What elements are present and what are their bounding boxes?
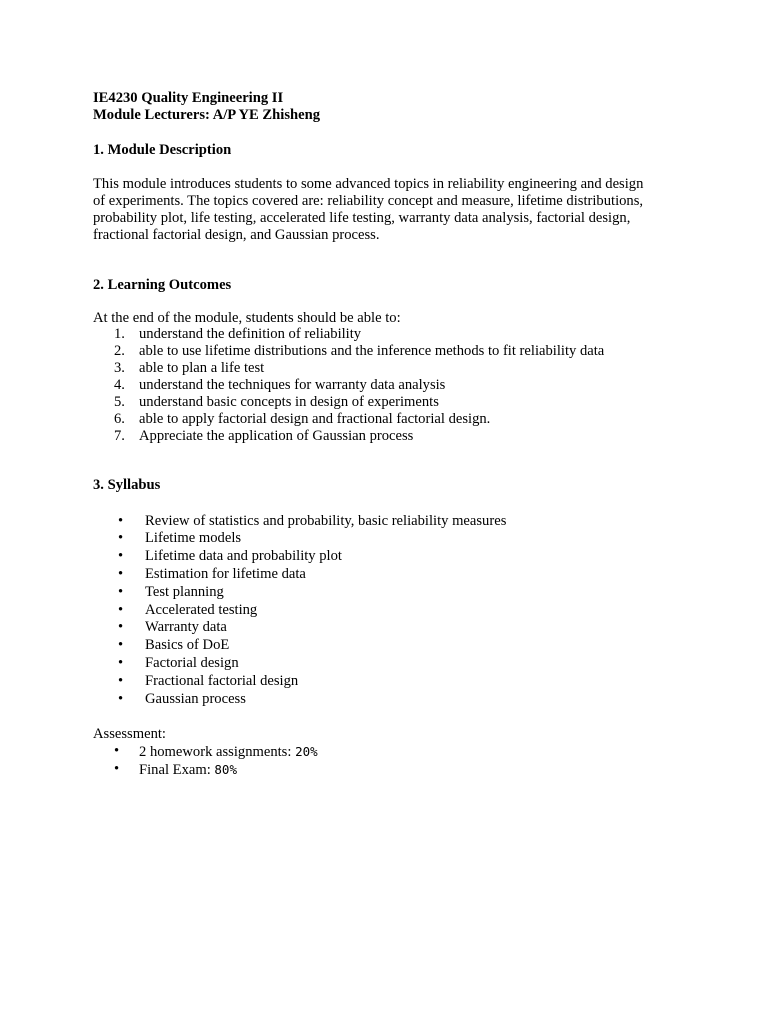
syllabus-item: Factorial design	[145, 655, 239, 671]
outcome-number: 3.	[114, 360, 125, 376]
description-line: This module introduces students to some advanced topics in reliability engineering and design	[93, 176, 644, 192]
syllabus-item: Review of statistics and probability, basic reliability measures	[145, 513, 507, 529]
outcome-number: 5.	[114, 394, 125, 410]
bullet-icon: •	[118, 655, 124, 671]
syllabus-item: Basics of DoE	[145, 637, 230, 653]
course-title: IE4230 Quality Engineering II	[93, 90, 284, 106]
assessment-weight: 20%	[295, 744, 318, 759]
outcome-text: able to apply factorial design and fractional factorial design.	[139, 411, 491, 427]
outcome-text: able to use lifetime distributions and the inference methods to fit reliability data	[139, 343, 605, 359]
bullet-icon: •	[114, 761, 120, 777]
syllabus-item: Estimation for lifetime data	[145, 566, 306, 582]
syllabus-item: Warranty data	[145, 619, 227, 635]
bullet-icon: •	[118, 619, 124, 635]
assessment-item	[139, 761, 237, 779]
outcomes-intro: At the end of the module, students should be able to:	[93, 310, 401, 326]
outcomes-heading: 2. Learning Outcomes	[93, 277, 232, 293]
bullet-icon: •	[118, 584, 124, 600]
bullet-icon: •	[114, 743, 120, 759]
assessment-heading: Assessment:	[93, 726, 166, 742]
outcome-number: 2.	[114, 343, 125, 359]
outcome-text: understand the definition of reliability	[139, 326, 362, 342]
bullet-icon: •	[118, 530, 124, 546]
outcome-text: able to plan a life test	[139, 360, 265, 376]
bullet-icon: •	[118, 691, 124, 707]
syllabus-item: Gaussian process	[145, 691, 246, 707]
outcome-number: 6.	[114, 411, 125, 427]
syllabus-item: Accelerated testing	[145, 602, 258, 618]
assessment-weight: 80%	[214, 762, 237, 777]
syllabus-item: Lifetime data and probability plot	[145, 548, 342, 564]
bullet-icon: •	[118, 513, 124, 529]
syllabus-item: Test planning	[145, 584, 224, 600]
description-heading: 1. Module Description	[93, 142, 232, 158]
outcome-number: 1.	[114, 326, 125, 342]
bullet-icon: •	[118, 673, 124, 689]
outcome-text: understand basic concepts in design of experiments	[139, 394, 439, 410]
syllabus-heading: 3. Syllabus	[93, 477, 161, 493]
bullet-icon: •	[118, 566, 124, 582]
description-line: probability plot, life testing, accelerated life testing, warranty data analysis, factorial design,	[93, 210, 631, 226]
bullet-icon: •	[118, 602, 124, 618]
description-line: of experiments. The topics covered are: reliability concept and measure, lifetime distributions,	[93, 193, 644, 209]
syllabus-item: Lifetime models	[145, 530, 242, 546]
outcome-text: understand the techniques for warranty data analysis	[139, 377, 446, 393]
assessment-label: Final Exam:	[139, 762, 215, 778]
outcome-text: Appreciate the application of Gaussian process	[139, 428, 414, 444]
outcome-number: 7.	[114, 428, 125, 444]
syllabus-item: Fractional factorial design	[145, 673, 299, 689]
bullet-icon: •	[118, 548, 124, 564]
assessment-label: 2 homework assignments:	[139, 744, 296, 760]
bullet-icon: •	[118, 637, 124, 653]
assessment-item	[139, 743, 318, 761]
module-lecturers: Module Lecturers: A/P YE Zhisheng	[93, 107, 321, 123]
outcome-number: 4.	[114, 377, 125, 393]
description-line: fractional factorial design, and Gaussian process.	[93, 227, 380, 243]
